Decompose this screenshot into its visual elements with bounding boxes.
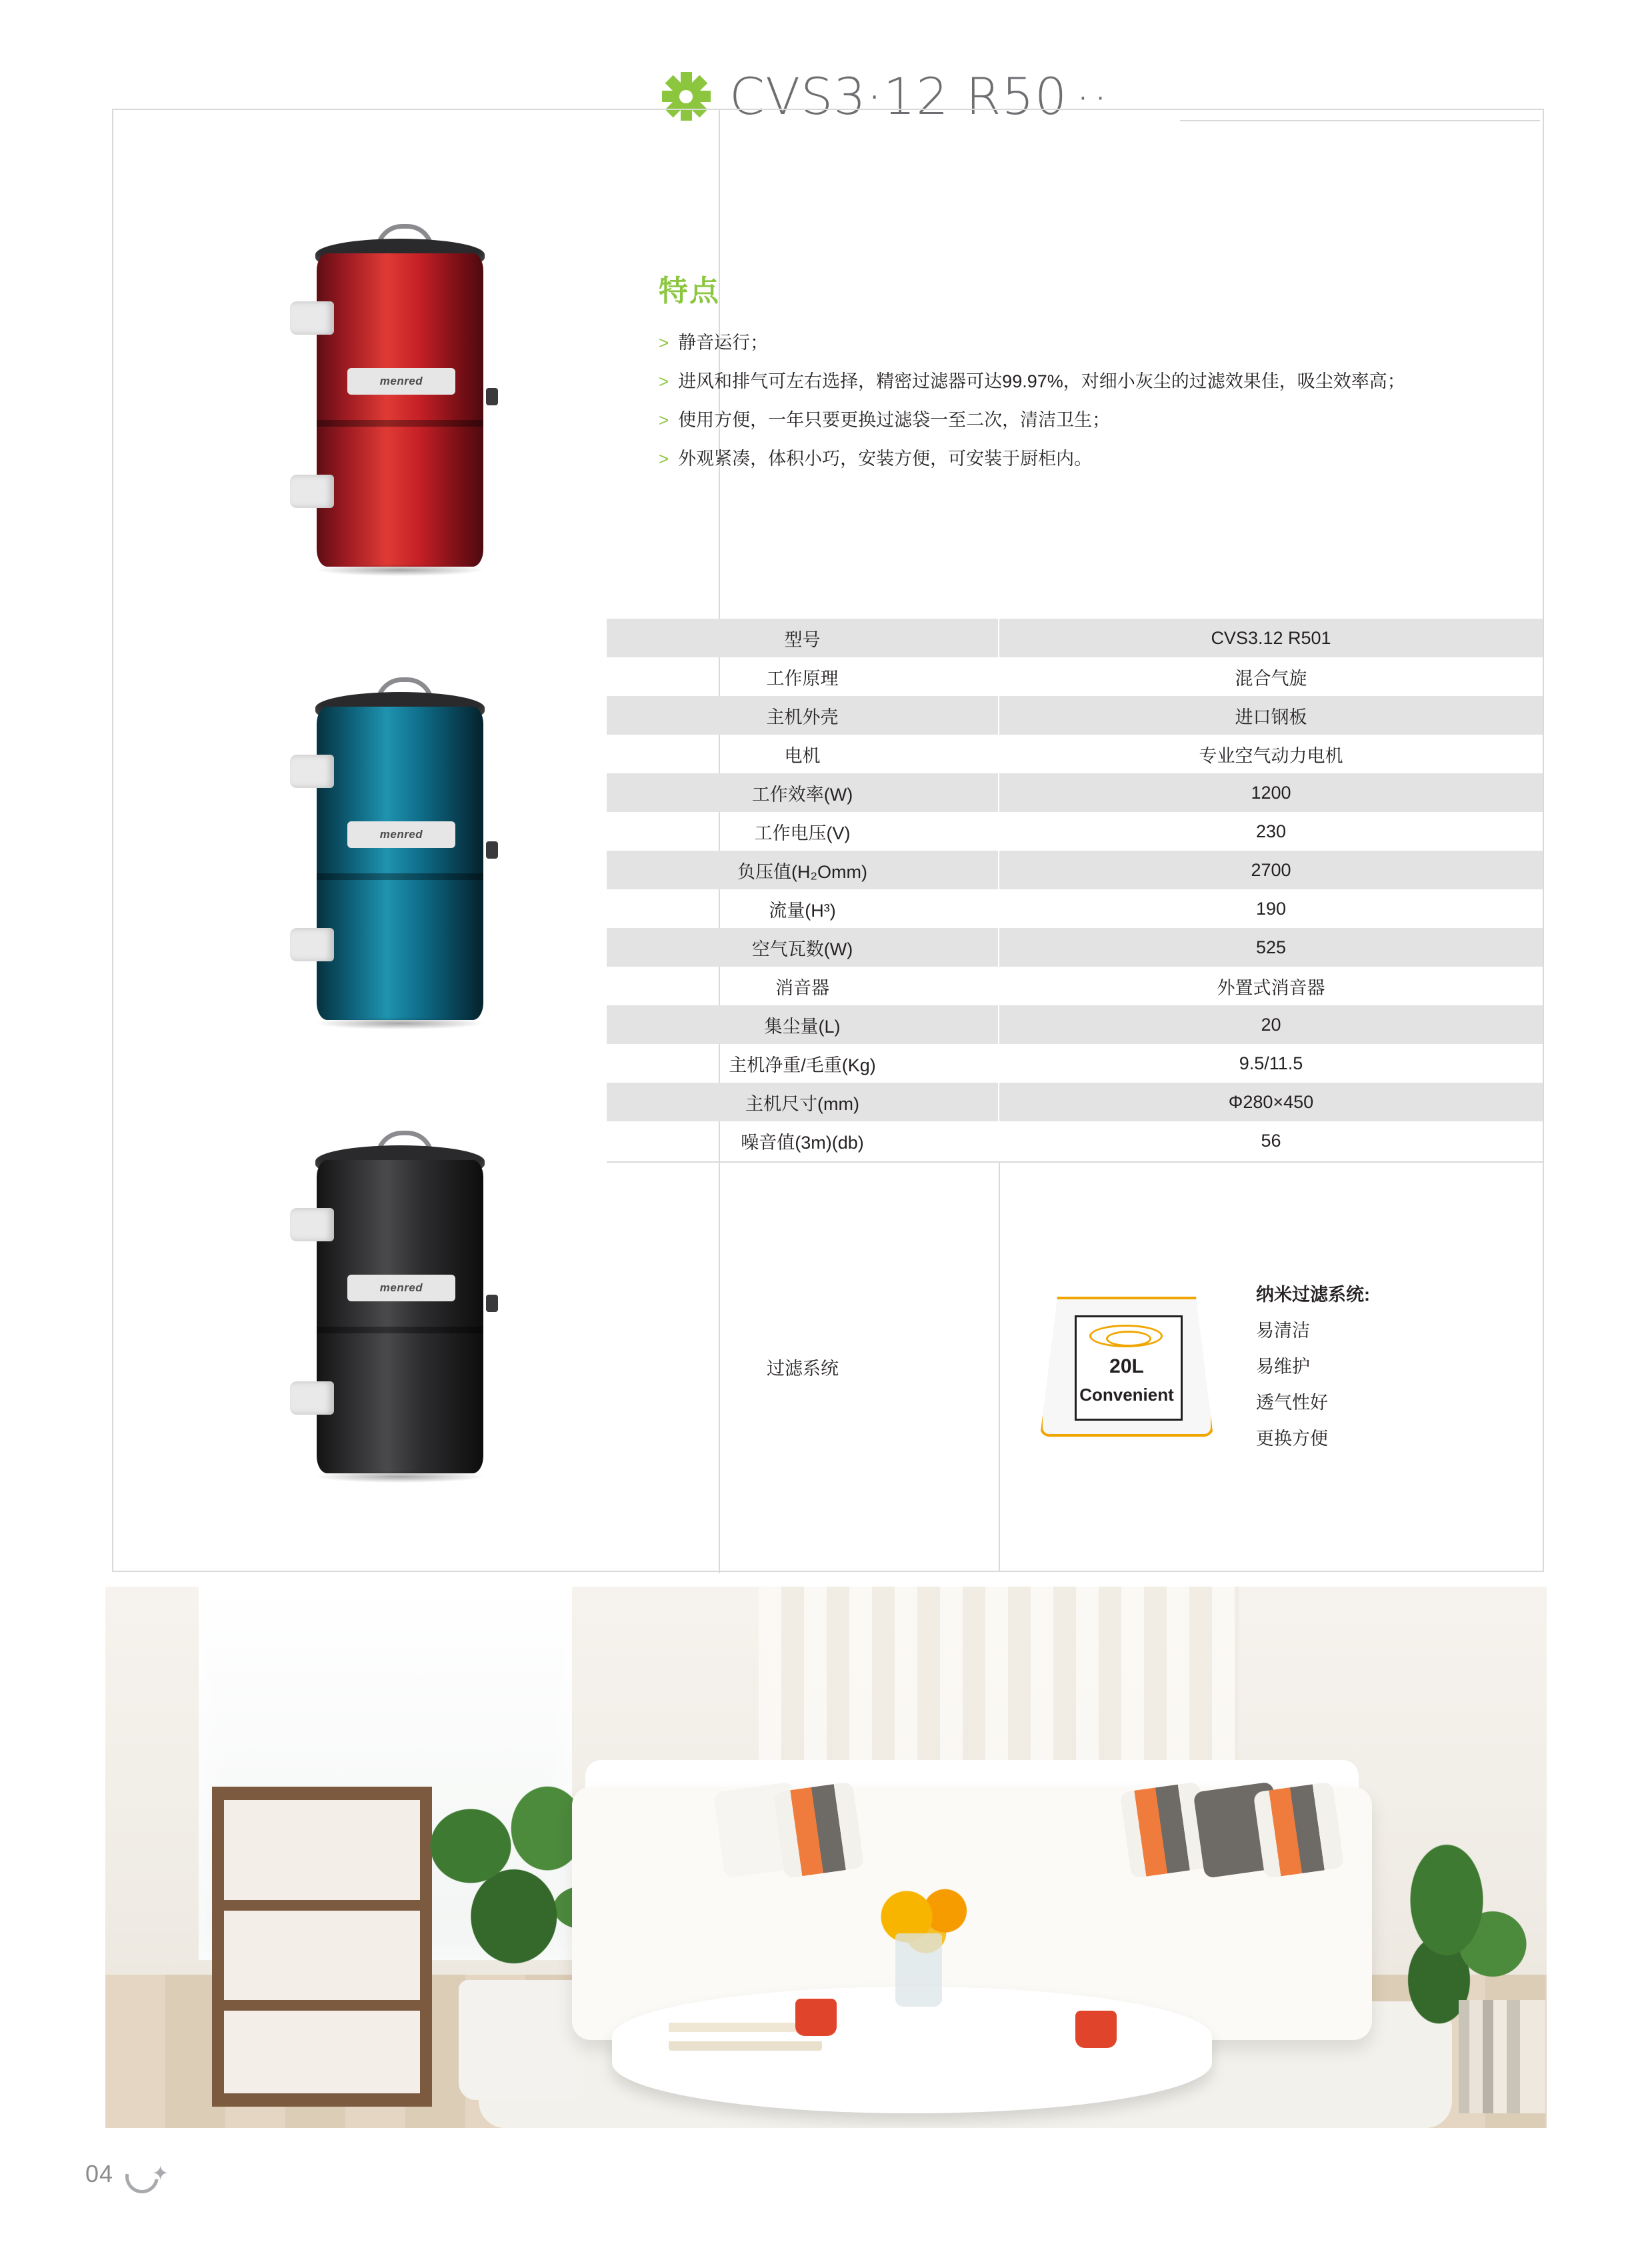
feature-text: 使用方便，一年只要更换过滤袋一至二次，清洁卫生；	[678, 409, 1111, 430]
filter-note-item: 易维护	[1256, 1357, 1310, 1377]
interior-photo	[105, 1587, 1547, 2128]
spec-label: 集尘量(L)	[607, 1005, 999, 1044]
spec-label: 工作效率(W)	[607, 773, 999, 812]
unit-shadow	[317, 1017, 483, 1029]
filter-system-row	[607, 1161, 1543, 1571]
table-row	[607, 928, 1543, 967]
bag-swirl-icon	[1089, 1325, 1163, 1347]
table-row	[607, 735, 1543, 773]
spec-label: 主机尺寸(mm)	[607, 1083, 999, 1121]
unit-body	[317, 707, 483, 1020]
filter-notes-title: 纳米过滤系统:	[1256, 1285, 1370, 1305]
unit-switch	[486, 388, 498, 405]
filter-system-content	[1000, 1163, 1543, 1571]
page-number: 04	[85, 2160, 114, 2187]
dust-bag-icon	[1040, 1297, 1213, 1437]
spec-value: Φ280×450	[999, 1083, 1543, 1121]
feature-text: 静音运行；	[678, 333, 769, 353]
unit-seam	[317, 420, 483, 427]
spec-value: 9.5/11.5	[1239, 1053, 1303, 1073]
table-row	[607, 696, 1543, 735]
spec-label: 空气瓦数(W)	[607, 928, 999, 967]
spec-value: 230	[1255, 821, 1287, 841]
table-row	[607, 889, 1543, 928]
features-heading: 特点	[659, 275, 720, 307]
filter-note-item: 透气性好	[1256, 1393, 1328, 1413]
bag-caption: Convenient	[1079, 1385, 1174, 1405]
unit-port-top	[290, 1208, 334, 1241]
unit-body	[317, 253, 483, 567]
spec-value: 外置式消音器	[1217, 977, 1325, 998]
chevron-right-icon: >	[659, 409, 669, 430]
unit-body	[317, 1160, 483, 1473]
unit-seam	[317, 873, 483, 880]
unit-brand-badge: menred	[347, 1275, 455, 1301]
page-footer	[85, 2159, 176, 2189]
spec-label: 噪音值(3m)(db)	[607, 1121, 999, 1160]
unit-port-top	[290, 755, 334, 788]
product-unit-red	[290, 220, 510, 580]
spec-value: 56	[1261, 1130, 1281, 1151]
table-row	[607, 657, 1543, 696]
spec-value: 进口钢板	[999, 696, 1543, 735]
table-row	[607, 1083, 1543, 1121]
specification-table	[607, 619, 1543, 1160]
feature-text: 进风和排气可左右选择，精密过滤器可达99.97%，对细小灰尘的过滤效果佳，吸尘效率高；	[678, 371, 1405, 391]
unit-shadow	[317, 564, 483, 576]
features-section	[659, 267, 1479, 483]
model-title-text: CVS3·12 R50	[729, 67, 1068, 126]
spec-value: 20	[999, 1005, 1543, 1044]
table-row	[607, 1044, 1543, 1083]
unit-port-bottom	[290, 1381, 334, 1415]
unit-port-bottom	[290, 475, 334, 508]
feature-text: 外观紧凑，体积小巧，安装方便，可安装于厨柜内。	[678, 448, 1093, 469]
filter-system-label: 过滤系统	[607, 1163, 1000, 1571]
footer-ornament-icon: ✦	[125, 2159, 176, 2189]
table-row	[607, 1121, 1543, 1160]
spec-value: 190	[1255, 898, 1287, 919]
table-row	[607, 851, 1543, 889]
chevron-right-icon: >	[659, 448, 669, 469]
filter-note-item: 更换方便	[1256, 1429, 1328, 1449]
spec-value: 混合气旋	[1235, 668, 1307, 689]
product-image-column	[200, 220, 600, 1580]
unit-switch	[486, 841, 498, 859]
product-unit-black	[290, 1127, 510, 1487]
unit-shadow	[317, 1471, 483, 1483]
table-row	[607, 619, 1543, 657]
chevron-right-icon: >	[659, 371, 669, 391]
spec-value: 专业空气动力电机	[1199, 745, 1343, 766]
unit-brand-badge: menred	[347, 821, 455, 848]
spec-label: 消音器	[607, 967, 999, 1005]
spec-label: 工作电压(V)	[607, 812, 999, 851]
spec-value: CVS3.12 R501	[999, 619, 1543, 657]
feature-item	[659, 329, 1479, 357]
product-unit-blue	[290, 673, 510, 1033]
unit-port-bottom	[290, 928, 334, 961]
spec-label: 电机	[607, 735, 999, 773]
unit-seam	[317, 1327, 483, 1333]
title-dots: ··	[1075, 71, 1111, 125]
table-row	[607, 773, 1543, 812]
feature-item	[659, 445, 1479, 473]
filter-notes	[1256, 1277, 1370, 1457]
bag-capacity: 20L	[1109, 1355, 1144, 1377]
unit-port-top	[290, 301, 334, 335]
spec-label: 主机净重/毛重(Kg)	[607, 1044, 999, 1083]
spec-label: 型号	[607, 619, 999, 657]
spec-value: 1200	[999, 773, 1543, 812]
table-row	[607, 967, 1543, 1005]
spec-value: 2700	[999, 851, 1543, 889]
feature-item	[659, 368, 1479, 396]
spec-label: 工作原理	[607, 657, 999, 696]
spec-value: 525	[999, 928, 1543, 967]
spec-label: 主机外壳	[607, 696, 999, 735]
feature-item	[659, 407, 1479, 435]
unit-switch	[486, 1295, 498, 1312]
table-row	[607, 812, 1543, 851]
chevron-right-icon: >	[659, 333, 669, 353]
filter-note-item: 易清洁	[1256, 1321, 1310, 1341]
unit-brand-badge: menred	[347, 368, 455, 395]
spec-label: 负压值(H₂Omm)	[607, 851, 999, 889]
spec-label: 流量(H³)	[607, 889, 999, 928]
table-row	[607, 1005, 1543, 1044]
